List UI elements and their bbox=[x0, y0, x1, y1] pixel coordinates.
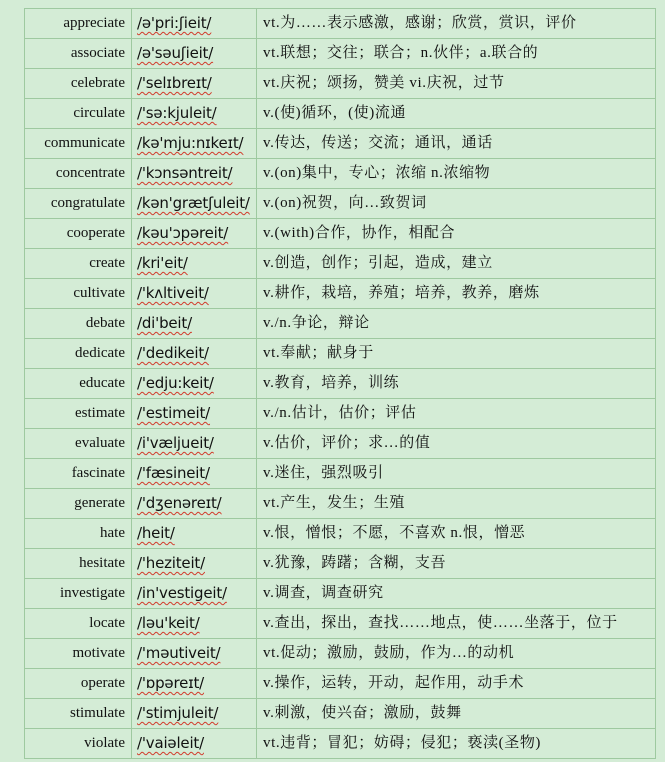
phonetic-cell bbox=[132, 99, 257, 129]
table-row bbox=[25, 669, 656, 699]
vocabulary-table-body bbox=[25, 9, 656, 759]
table-row bbox=[25, 579, 656, 609]
definition-cell: vt.违背；冒犯；妨碍；侵犯；亵渎(圣物) bbox=[257, 729, 656, 759]
table-row bbox=[25, 189, 656, 219]
table-row bbox=[25, 639, 656, 669]
table-row bbox=[25, 9, 656, 39]
phonetic-cell bbox=[132, 489, 257, 519]
definition-cell: v.犹豫，踌躇；含糊，支吾 bbox=[257, 549, 656, 579]
phonetic-cell bbox=[132, 129, 257, 159]
definition-cell: vt.促动；激励，鼓励，作为…的动机 bbox=[257, 639, 656, 669]
phonetic-text: /kəu'ɔpəreit/ bbox=[137, 224, 229, 242]
phonetic-cell bbox=[132, 69, 257, 99]
definition-cell: v.刺激，使兴奋；激励，鼓舞 bbox=[257, 699, 656, 729]
phonetic-cell bbox=[132, 249, 257, 279]
phonetic-cell bbox=[132, 369, 257, 399]
phonetic-cell bbox=[132, 189, 257, 219]
definition-cell: v.(on)集中，专心；浓缩 n.浓缩物 bbox=[257, 159, 656, 189]
table-row bbox=[25, 69, 656, 99]
phonetic-text: /'estimeit/ bbox=[137, 404, 211, 422]
word-cell: appreciate bbox=[25, 9, 132, 39]
definition-cell: v.耕作，栽培，养殖；培养，教养，磨炼 bbox=[257, 279, 656, 309]
table-row bbox=[25, 489, 656, 519]
table-row bbox=[25, 99, 656, 129]
table-row bbox=[25, 339, 656, 369]
phonetic-cell bbox=[132, 579, 257, 609]
table-row bbox=[25, 129, 656, 159]
table-row bbox=[25, 249, 656, 279]
phonetic-text: /'fæsineit/ bbox=[137, 464, 210, 482]
word-cell: evaluate bbox=[25, 429, 132, 459]
phonetic-text: /di'beit/ bbox=[137, 314, 192, 332]
definition-cell: v.操作，运转，开动，起作用，动手术 bbox=[257, 669, 656, 699]
phonetic-text: /'heziteit/ bbox=[137, 554, 205, 572]
phonetic-text: /in'vestigeit/ bbox=[137, 584, 227, 602]
phonetic-text: /'stimjuleit/ bbox=[137, 704, 219, 722]
phonetic-cell bbox=[132, 309, 257, 339]
definition-cell: vt.产生，发生；生殖 bbox=[257, 489, 656, 519]
phonetic-text: /kri'eit/ bbox=[137, 254, 188, 272]
phonetic-text: /i'væljueit/ bbox=[137, 434, 214, 452]
word-cell: create bbox=[25, 249, 132, 279]
word-cell: motivate bbox=[25, 639, 132, 669]
word-cell: congratulate bbox=[25, 189, 132, 219]
phonetic-text: /ə'pri:ʃieit/ bbox=[137, 14, 212, 32]
phonetic-text: /kən'grætʃuleit/ bbox=[137, 194, 250, 212]
table-row bbox=[25, 39, 656, 69]
definition-cell: v.(on)祝贺，向…致贺词 bbox=[257, 189, 656, 219]
phonetic-cell bbox=[132, 339, 257, 369]
phonetic-cell bbox=[132, 429, 257, 459]
definition-cell: vt.奉献；献身于 bbox=[257, 339, 656, 369]
table-row bbox=[25, 369, 656, 399]
phonetic-text: /'sə:kjuleit/ bbox=[137, 104, 217, 122]
table-row bbox=[25, 399, 656, 429]
table-row bbox=[25, 609, 656, 639]
word-cell: operate bbox=[25, 669, 132, 699]
definition-cell: v.调查，调查研究 bbox=[257, 579, 656, 609]
phonetic-cell bbox=[132, 279, 257, 309]
word-cell: estimate bbox=[25, 399, 132, 429]
definition-cell: v.迷住，强烈吸引 bbox=[257, 459, 656, 489]
word-cell: fascinate bbox=[25, 459, 132, 489]
table-row bbox=[25, 699, 656, 729]
word-cell: generate bbox=[25, 489, 132, 519]
word-cell: hate bbox=[25, 519, 132, 549]
word-cell: communicate bbox=[25, 129, 132, 159]
phonetic-text: /heit/ bbox=[137, 524, 175, 542]
definition-cell: vt.为……表示感激，感谢；欣赏，赏识，评价 bbox=[257, 9, 656, 39]
word-cell: violate bbox=[25, 729, 132, 759]
word-cell: celebrate bbox=[25, 69, 132, 99]
table-row bbox=[25, 279, 656, 309]
phonetic-text: /'ɒpəreɪt/ bbox=[137, 674, 205, 692]
definition-cell: v./n.争论，辩论 bbox=[257, 309, 656, 339]
phonetic-cell bbox=[132, 639, 257, 669]
phonetic-text: /'edju:keit/ bbox=[137, 374, 214, 392]
phonetic-cell bbox=[132, 729, 257, 759]
phonetic-text: /'dedikeit/ bbox=[137, 344, 209, 362]
word-cell: stimulate bbox=[25, 699, 132, 729]
vocabulary-table bbox=[24, 8, 656, 759]
phonetic-cell bbox=[132, 39, 257, 69]
phonetic-cell bbox=[132, 399, 257, 429]
phonetic-cell bbox=[132, 609, 257, 639]
table-row bbox=[25, 429, 656, 459]
definition-cell: vt.庆祝；颂扬，赞美 vi.庆祝，过节 bbox=[257, 69, 656, 99]
phonetic-cell bbox=[132, 549, 257, 579]
phonetic-cell bbox=[132, 219, 257, 249]
definition-cell: v.恨，憎恨；不愿，不喜欢 n.恨，憎恶 bbox=[257, 519, 656, 549]
definition-cell: vt.联想；交往；联合；n.伙伴；a.联合的 bbox=[257, 39, 656, 69]
phonetic-text: /'məutiveit/ bbox=[137, 644, 221, 662]
phonetic-text: /kə'mju:nɪkeɪt/ bbox=[137, 134, 244, 152]
definition-cell: v.传达，传送；交流；通讯，通话 bbox=[257, 129, 656, 159]
phonetic-text: /'vaiəleit/ bbox=[137, 734, 204, 752]
word-cell: dedicate bbox=[25, 339, 132, 369]
word-cell: locate bbox=[25, 609, 132, 639]
word-cell: circulate bbox=[25, 99, 132, 129]
table-row bbox=[25, 519, 656, 549]
word-cell: debate bbox=[25, 309, 132, 339]
table-row bbox=[25, 309, 656, 339]
phonetic-cell bbox=[132, 699, 257, 729]
phonetic-cell bbox=[132, 519, 257, 549]
definition-cell: v.(使)循环，(使)流通 bbox=[257, 99, 656, 129]
phonetic-cell bbox=[132, 159, 257, 189]
word-cell: hesitate bbox=[25, 549, 132, 579]
word-cell: concentrate bbox=[25, 159, 132, 189]
definition-cell: v.(with)合作，协作，相配合 bbox=[257, 219, 656, 249]
phonetic-cell bbox=[132, 9, 257, 39]
definition-cell: v.创造，创作；引起，造成，建立 bbox=[257, 249, 656, 279]
word-cell: cooperate bbox=[25, 219, 132, 249]
table-row bbox=[25, 459, 656, 489]
phonetic-text: /'kʌltiveit/ bbox=[137, 284, 209, 302]
phonetic-text: /'selɪbreɪt/ bbox=[137, 74, 212, 92]
phonetic-text: /'dʒenəreɪt/ bbox=[137, 494, 222, 512]
phonetic-cell bbox=[132, 669, 257, 699]
phonetic-text: /ə'səuʃieit/ bbox=[137, 44, 214, 62]
definition-cell: v.估价，评价；求…的值 bbox=[257, 429, 656, 459]
table-row bbox=[25, 159, 656, 189]
definition-cell: v.教育，培养，训练 bbox=[257, 369, 656, 399]
phonetic-text: /ləu'keit/ bbox=[137, 614, 200, 632]
definition-cell: v.查出，探出，查找……地点，使……坐落于，位于 bbox=[257, 609, 656, 639]
table-row bbox=[25, 219, 656, 249]
phonetic-text: /'kɔnsəntreit/ bbox=[137, 164, 233, 182]
table-row bbox=[25, 729, 656, 759]
definition-cell: v./n.估计，估价；评估 bbox=[257, 399, 656, 429]
word-cell: investigate bbox=[25, 579, 132, 609]
table-row bbox=[25, 549, 656, 579]
word-cell: associate bbox=[25, 39, 132, 69]
word-cell: educate bbox=[25, 369, 132, 399]
word-cell: cultivate bbox=[25, 279, 132, 309]
phonetic-cell bbox=[132, 459, 257, 489]
